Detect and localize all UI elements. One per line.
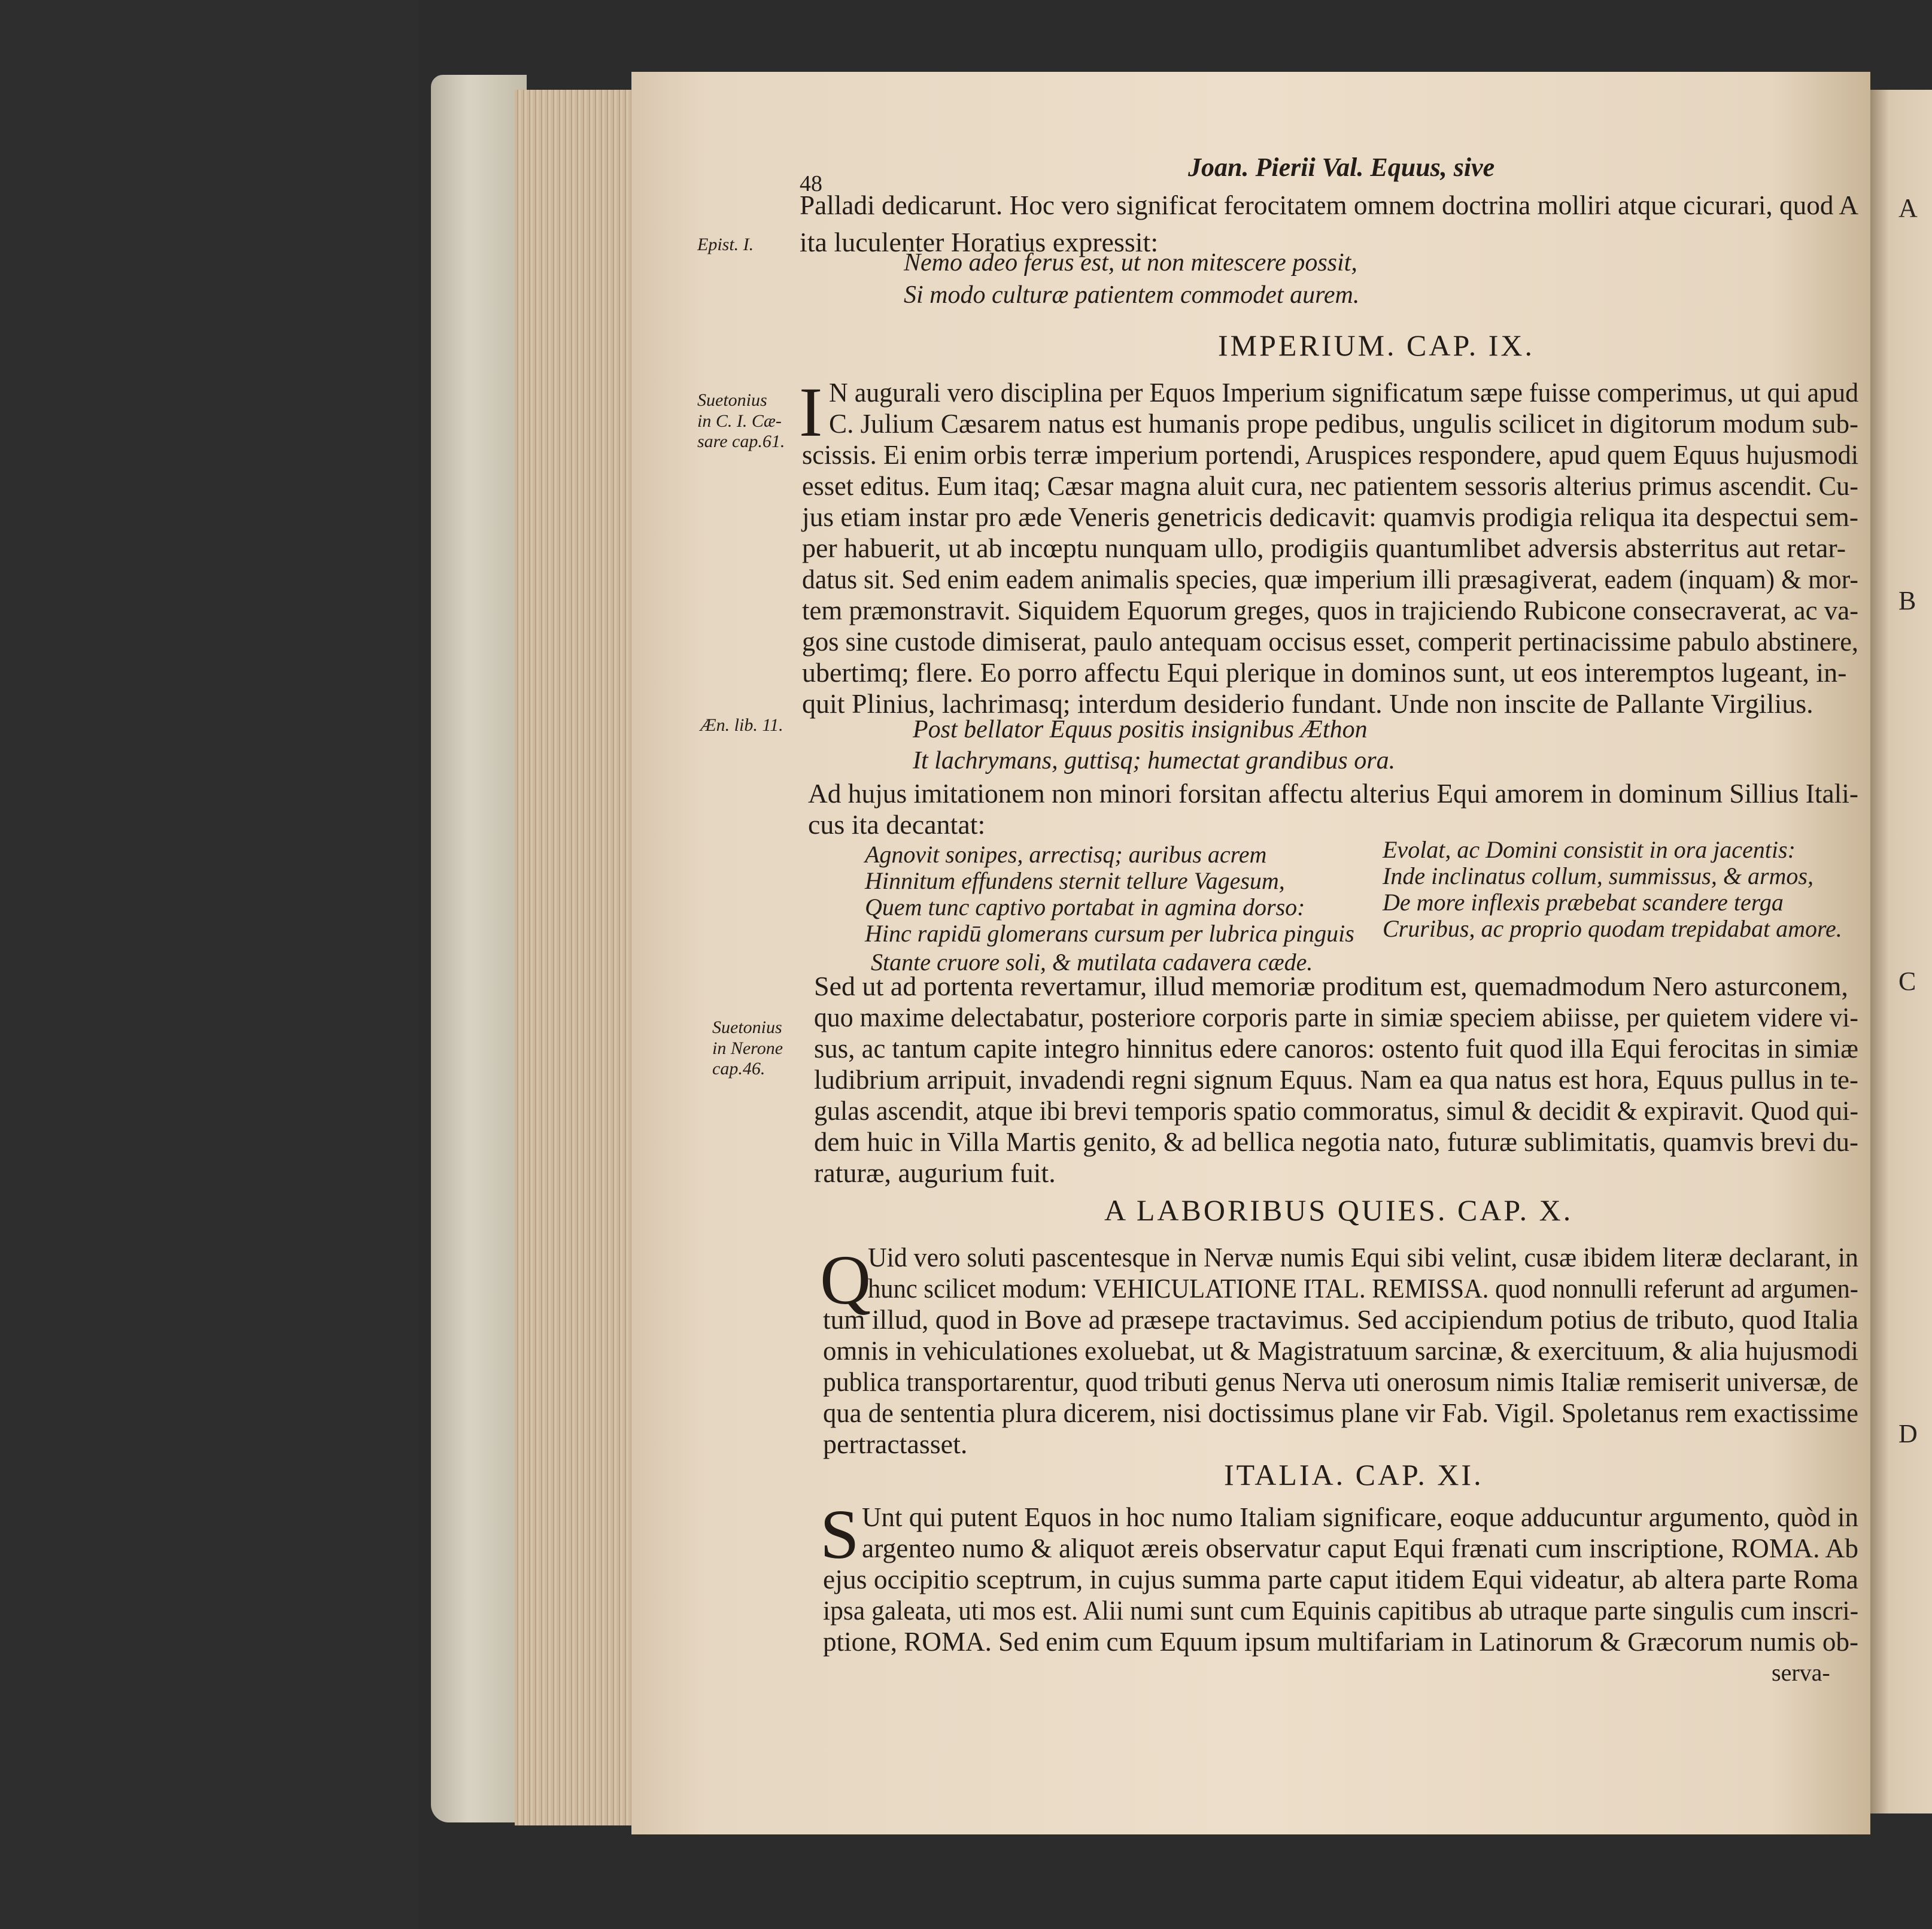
text-line: Unt qui putent Equos in hoc numo Italiam significare, eoque adducuntur argumento, quòd in <box>862 1502 1858 1532</box>
chapter-heading: IMPERIUM. CAP. IX. <box>1218 329 1535 362</box>
text-line: pertractasset. <box>823 1429 968 1459</box>
margin-note-line: Suetonius <box>712 1017 782 1037</box>
verse-line: Evolat, ac Domini consistit in ora jacentis: <box>1383 836 1796 863</box>
text-line: gos sine custode dimiserat, paulo antequam occisus esset, comperit pertinacissime pabulo abstinere, <box>802 626 1858 657</box>
chapter-heading: A LABORIBUS QUIES. CAP. X. <box>1104 1193 1573 1227</box>
text-line: per habuerit, ut ab incœptu nunquam ullo, prodigiis quantumlibet adversis absterritus aut retar- <box>802 533 1846 563</box>
background-dark <box>0 0 419 1929</box>
verse-line: It lachrymans, guttisq; humectat grandibus ora. <box>913 747 1396 774</box>
text-line: Uid vero soluti pascentesque in Nervæ numis Equi sibi velint, cusæ ibidem literæ declarant, in <box>868 1242 1858 1272</box>
verse-line: Agnovit sonipes, arrectisq; auribus acrem <box>865 841 1267 868</box>
margin-note-line: sare cap.61. <box>697 432 785 451</box>
text-line: qua de sententia plura dicerem, nisi doctissimus plane vir Fab. Vigil. Spoletanus rem exactissime <box>823 1398 1858 1428</box>
verse-line: Cruribus, ac proprio quodam trepidabat amore. <box>1383 915 1842 942</box>
facing-page <box>1870 90 1932 1813</box>
verse-line: Hinnitum effundens sternit tellure Vagesum, <box>865 867 1285 894</box>
page-edges <box>515 90 634 1825</box>
text-line: raturæ, augurium fuit. <box>814 1158 1056 1188</box>
text-line: ptione, ROMA. Sed enim cum Equum ipsum multifariam in Latinorum & Græcorum numis ob- <box>823 1626 1859 1657</box>
catchword: serva- <box>1772 1659 1830 1686</box>
text-line: C. Julium Cæsarem natus est humanis prope pedibus, ungulis scilicet in digitorum modum sub- <box>829 408 1859 439</box>
verse-line: Nemo adeo ferus est, ut non mitescere possit, <box>904 249 1357 277</box>
verse-line: Stante cruore soli, & mutilata cadavera cæde. <box>871 949 1313 976</box>
text-line: esset editus. Eum itaq; Cæsar magna aluit cura, nec patientem sessoris alterius primus ascendit. Cu- <box>802 470 1858 501</box>
text-line: ludibrium arripuit, invadendi regni signum Equus. Nam ea qua natus est hora, Equus pullus in te- <box>814 1064 1858 1095</box>
facing-letter-b: B <box>1898 586 1916 615</box>
text-line: gulas ascendit, atque ibi brevi temporis spatio commoratus, simul & decidit & expiravit. Quod qui- <box>814 1095 1859 1126</box>
margin-note: Æn. lib. 11. <box>700 715 783 735</box>
text-line: dem huic in Villa Martis genito, & ad bellica negotia nato, futuræ sublimitatis, quamvis brevi du- <box>814 1126 1858 1157</box>
text-line: ita luculenter Horatius expressit: <box>800 227 1159 257</box>
drop-capital: I <box>799 373 823 451</box>
margin-note-line: in Nerone <box>712 1038 783 1058</box>
text-line: quit Plinius, lachrimasq; interdum desiderio fundant. Unde non inscite de Pallante Virgilius. <box>802 688 1813 719</box>
verse-line: Inde inclinatus collum, summissus, & armos, <box>1383 862 1813 889</box>
text-line: ubertimq; flere. Eo porro affectu Equi plerique in dominos sunt, ut eos interemptos lugeant, in- <box>802 657 1847 688</box>
facing-letter-c: C <box>1898 967 1916 996</box>
running-head: Joan. Pierii Val. Equus, sive <box>1188 153 1495 182</box>
verse-line: Si modo culturæ patientem commodet aurem. <box>904 281 1360 309</box>
text-line: tum illud, quod in Bove ad præsepe tractavimus. Sed accipiendum potius de tributo, quod Italia <box>823 1304 1859 1335</box>
text-line: omnis in vehiculationes exoluebat, ut & Magistratuum sarcinæ, & exercituum, & alia hujusmodi <box>823 1335 1858 1366</box>
text-line: N augurali vero disciplina per Equos Imperium significatum sæpe fuisse comperimus, ut qui apud <box>829 377 1859 408</box>
margin-note: Epist. I. <box>697 235 754 254</box>
margin-note-line: cap.46. <box>712 1059 765 1079</box>
verse-line: De more inflexis præbebat scandere terga <box>1383 889 1784 916</box>
chapter-heading: ITALIA. CAP. XI. <box>1224 1458 1484 1491</box>
facing-letter-d: D <box>1898 1419 1918 1448</box>
text-line: Sed ut ad portenta revertamur, illud memoriæ proditum est, quemadmodum Nero asturconem, <box>814 971 1848 1001</box>
text-line: sus, ac tantum capite integro hinnitus edere canoros: ostento fuit quod illa Equi ferocitas in simiæ <box>814 1033 1859 1064</box>
text-line: hunc scilicet modum: VEHICULATIONE ITAL. REMISSA. quod nonnulli referunt ad argumen- <box>868 1273 1858 1304</box>
margin-note-caesar <box>697 390 785 452</box>
text-line: cus ita decantat: <box>808 809 986 840</box>
page-number: 48 <box>800 171 822 196</box>
verse-line: Quem tunc captivo portabat in agmina dorso: <box>865 894 1305 921</box>
text-line: tem præmonstravit. Siquidem Equorum greges, quos in trajiciendo Rubicone consecraverat, ac va- <box>802 595 1859 625</box>
drop-capital: Q <box>820 1241 871 1319</box>
text-line: ejus occipitio sceptrum, in cujus summa parte caput itidem Equi videatur, ab altera parte Roma <box>823 1564 1858 1594</box>
text-line: jus etiam instar pro æde Veneris genetricis dedicavit: quamvis prodigia reliqua ita despectui sem- <box>802 502 1859 532</box>
text-line: argenteo numo & aliquot æreis observatur caput Equi frænati cum inscriptione, ROMA. Ab <box>862 1533 1858 1563</box>
text-line: quo maxime delectabatur, posteriore corporis parte in simiæ speciem abiisse, per quietem videre vi- <box>814 1002 1858 1032</box>
book-binding <box>431 75 527 1822</box>
text-line: ipsa galeata, uti mos est. Alii numi sunt cum Equinis capitibus ab utraque parte singulis cum inscri- <box>823 1595 1859 1626</box>
facing-letter-a: A <box>1898 193 1918 223</box>
drop-capital: S <box>820 1495 859 1573</box>
text-line: publica transportarentur, quod tributi genus Nerva uti onerosum nimis Italiæ remiserit universæ, de <box>823 1366 1859 1397</box>
verse-line: Post bellator Equus positis insignibus Æthon <box>913 716 1368 743</box>
margin-note-line: Suetonius <box>697 390 767 410</box>
text-line: datus sit. Sed enim eadem animalis species, quæ imperium illi præsagiverat, eadem (inquam) & mor- <box>802 564 1858 594</box>
margin-note-line: in C. I. Cæ- <box>697 411 782 431</box>
margin-note-nero <box>712 1017 783 1080</box>
text-line: Ad hujus imitationem non minori forsitan affectu alterius Equi amorem in dominum Sillius Itali- <box>808 778 1858 809</box>
verse-line: Hinc rapidū glomerans cursum per lubrica pinguis <box>865 920 1354 947</box>
text-line: scissis. Ei enim orbis terræ imperium portendi, Aruspices respondere, apud quem Equus hujusmodi <box>802 439 1859 470</box>
text-line: Palladi dedicarunt. Hoc vero significat ferocitatem omnem doctrina molliri atque cicurari, quod A <box>800 190 1859 220</box>
